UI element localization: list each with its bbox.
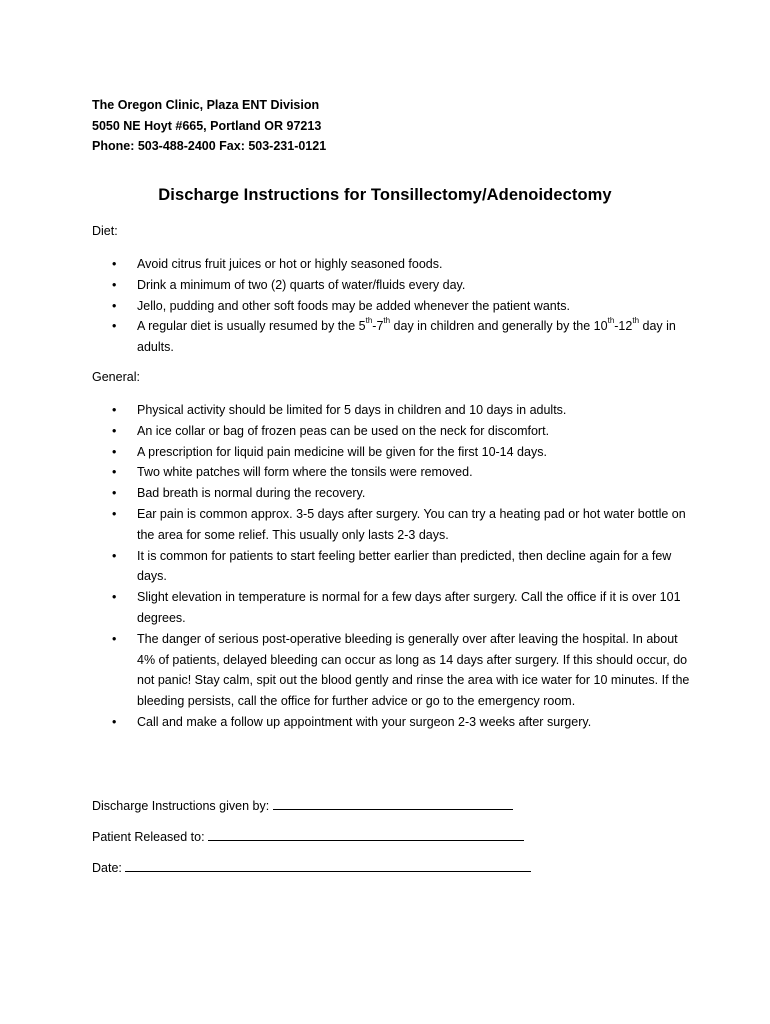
diet-label: Diet: <box>92 224 118 238</box>
given-by-label: Discharge Instructions given by: <box>92 799 270 813</box>
clinic-name: The Oregon Clinic, Plaza ENT Division <box>92 98 320 112</box>
bullet-icon: • <box>112 631 117 646</box>
clinic-header <box>92 95 326 157</box>
list-item: • A regular diet is usually resumed by the 5th-7th day in children and generally by the 10th-12th day in adults. <box>112 316 676 355</box>
bullet-icon: • <box>112 506 117 521</box>
list-item: • It is common for patients to start feeling better earlier than predicted, then decline again for a few days. <box>92 546 692 588</box>
bullet-icon: • <box>112 486 117 501</box>
clinic-phone-fax: Phone: 503-488-2400 Fax: 503-231-0121 <box>92 139 327 153</box>
bullet-icon: • <box>112 403 117 417</box>
diet-list <box>92 254 692 358</box>
list-item: • Drink a minimum of two (2) quarts of water/fluids every day. <box>92 275 692 296</box>
clinic-address: 5050 NE Hoyt #665, Portland OR 97213 <box>92 118 322 133</box>
bullet-icon: • <box>112 548 117 563</box>
bullet-icon: • <box>112 423 117 438</box>
given-by-field[interactable] <box>273 797 513 810</box>
bullet-icon: • <box>112 444 117 459</box>
list-item: • Avoid citrus fruit juices or hot or highly seasoned foods. <box>92 254 692 275</box>
list-item: • Slight elevation in temperature is normal for a few days after surgery. Call the office if it is over 101 degrees. <box>92 587 692 629</box>
list-item: • Ear pain is common approx. 3-5 days after surgery. You can try a heating pad or hot water bottle on the area for some relief. This usually only lasts 2-3 days. <box>92 504 692 546</box>
bullet-icon: • <box>112 465 117 480</box>
released-to-label: Patient Released to: <box>92 830 205 844</box>
list-item: • Two white patches will form where the tonsils were removed. <box>92 462 692 483</box>
list-item: • The danger of serious post-operative bleeding is generally over after leaving the hospital. In about 4% of patients, delayed bleeding can occur as long as 14 days after surgery. If this should occur, do not panic! Stay calm, spit out the blood gently and rinse the area with ice water for 10 minutes. If the bleeding persists, call the office for further advice or go to the emergency room. <box>92 629 692 712</box>
signature-given-by <box>92 797 513 813</box>
bullet-icon: • <box>112 277 117 292</box>
list-item: • A prescription for liquid pain medicine will be given for the first 10-14 days. <box>92 442 692 463</box>
general-list <box>92 400 692 733</box>
bullet-icon: • <box>112 257 117 271</box>
bullet-icon: • <box>112 298 117 313</box>
document-title: Discharge Instructions for Tonsillectomy/Adenoidectomy <box>158 186 612 204</box>
list-item: • An ice collar or bag of frozen peas can be used on the neck for discomfort. <box>92 421 692 442</box>
list-item: • Jello, pudding and other soft foods may be added whenever the patient wants. <box>92 296 692 317</box>
date-label: Date: <box>92 861 122 875</box>
signature-released-to <box>92 828 524 844</box>
bullet-icon: • <box>112 590 117 605</box>
list-item: • Physical activity should be limited for 5 days in children and 10 days in adults. <box>92 400 692 421</box>
bullet-icon: • <box>112 714 117 729</box>
date-field[interactable] <box>125 859 531 872</box>
released-to-field[interactable] <box>208 828 524 841</box>
general-label: General: <box>92 370 140 384</box>
signature-date <box>92 859 531 875</box>
bullet-icon: • <box>112 319 117 334</box>
list-item: • Call and make a follow up appointment with your surgeon 2-3 weeks after surgery. <box>92 712 692 733</box>
list-item: • Bad breath is normal during the recovery. <box>92 483 692 504</box>
